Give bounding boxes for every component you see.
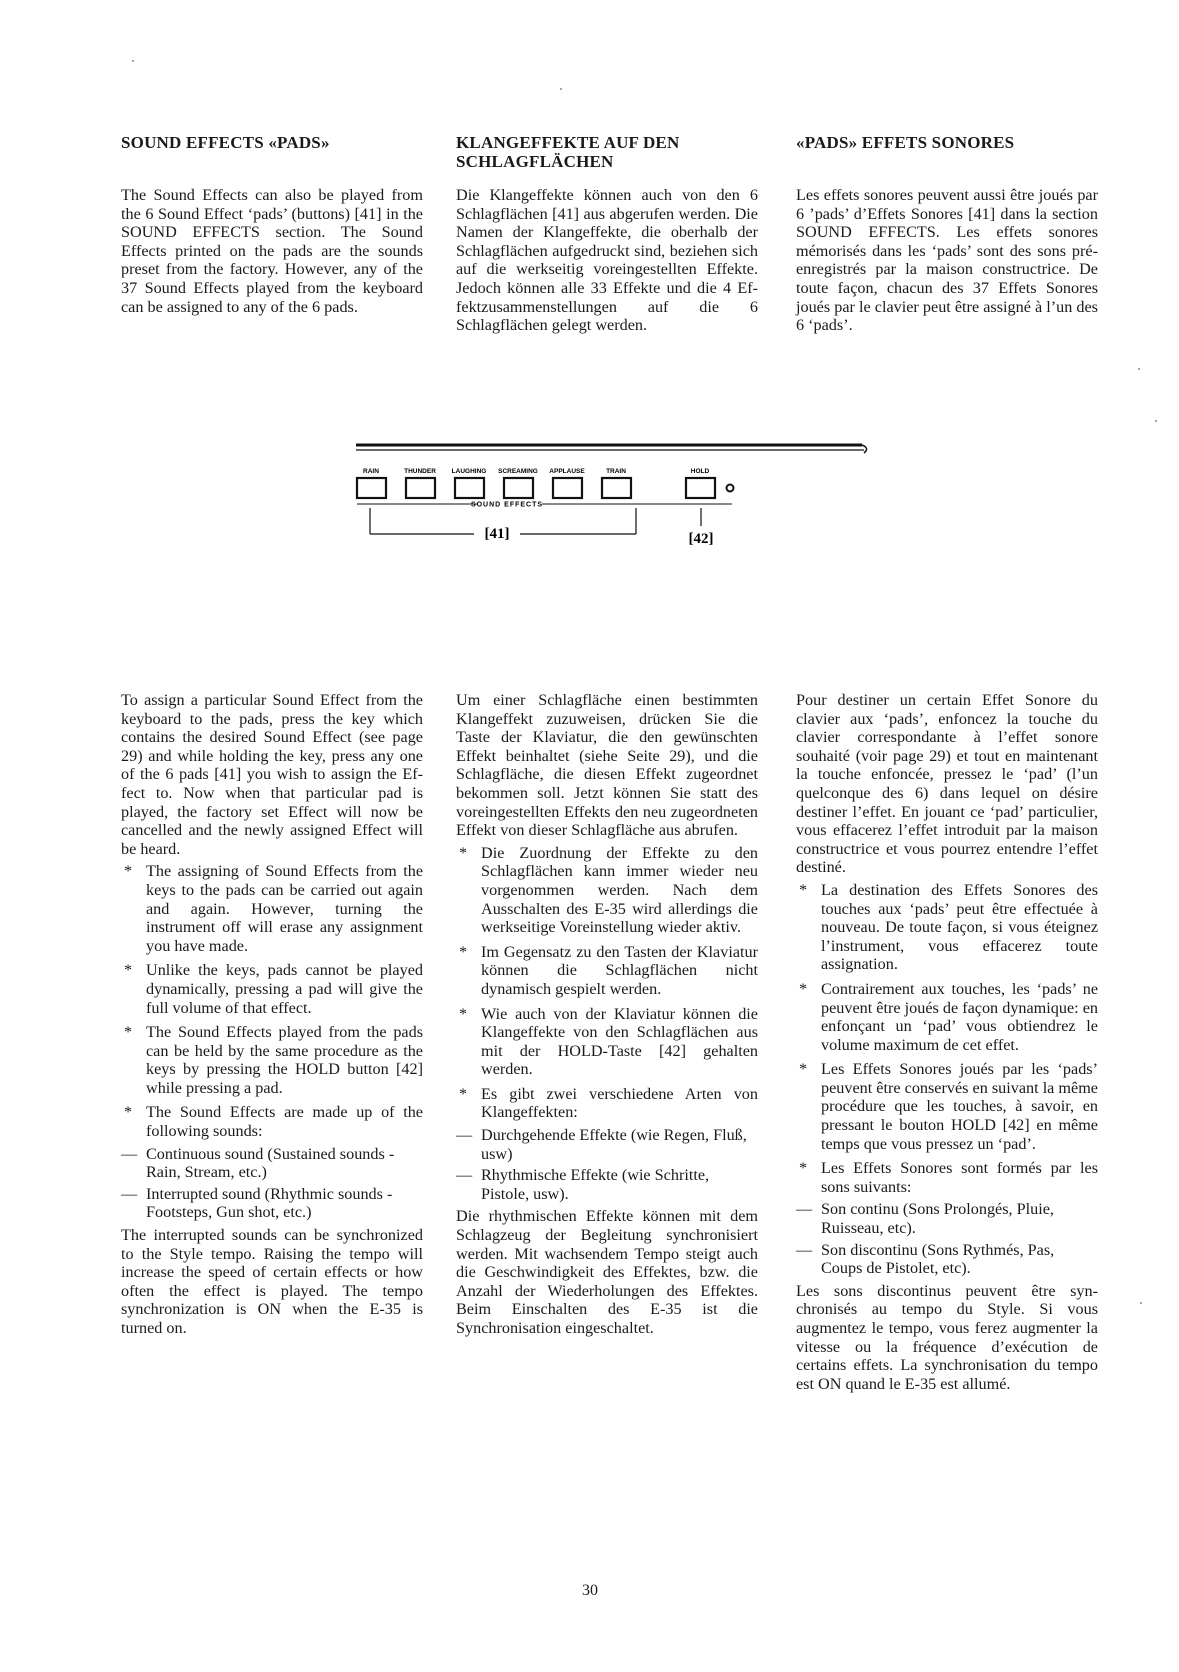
- page-number: 30: [582, 1582, 598, 1599]
- list-item: * La destination des Effets Sonores des touches aux ‘pads’ peut être effectuée à nouveau. De toute façon, si vous éteignez l’instrument, vous effacerez toute assignation.: [799, 880, 1098, 974]
- list-item: * Wie auch von der Klaviatur können die Klangeffekte von den Schlagflächen aus mit der HOLD-Taste [42] gehalten werden.: [459, 1004, 758, 1079]
- pad-label-hold: HOLD: [690, 468, 710, 475]
- list-item: * The assigning of Sound Effects from the keys to the pads can be carried out again and again. However, turning the instrument off will erase any assignment you have made.: [124, 862, 423, 955]
- scan-speck: [1138, 368, 1140, 370]
- sound-effect-pad[interactable]: [553, 478, 582, 498]
- list-item: — Interrupted sound (Rhythmic sounds - Footsteps, Gun shot, etc.): [121, 1184, 393, 1222]
- list-item: — Son continu (Sons Prolongés, Pluie, Ruisseau, etc).: [796, 1200, 1054, 1238]
- bullet-list-english: [121, 862, 423, 1140]
- list-item: * Die Zuordnung der Effekte zu den Schlagflächen kann immer wieder neu vorgenommen werden. Nach dem Ausschalten des E-35 wird allerdings die werkseitige Voreinstellung wieder aktiv.: [459, 843, 758, 937]
- pad-label-thunder: THUNDER: [404, 468, 436, 475]
- list-item: — Continuous sound (Sustained sounds - Rain, Stream, etc.): [121, 1144, 395, 1182]
- list-item: * The Sound Effects are made up of the following sounds:: [124, 1103, 423, 1141]
- closing-french: Les sons discontinus peuvent être synchronisés au tempo du Style. Si vous augmentez le tempo, vous ferez augmenter la vitesse ou la fréquence d’exécution de certains effets. La synchronisation du tempo est ON quand le E-35 est allumé.: [796, 1281, 1098, 1393]
- list-item: * Les Effets Sonores sont formés par les sons suivants:: [799, 1159, 1098, 1196]
- heading-german: KLANGEFFEKTE AUF DEN SCHLAGFLÄCHEN: [456, 133, 680, 171]
- column-french-bottom: [796, 691, 1098, 1393]
- list-item: — Durchgehende Effekte (wie Regen, Fluß, usw): [456, 1126, 747, 1163]
- intro-german: Die Klangeffekte können auch von den 6 Schlagflächen [41] aus abgerufen werden. Die Namen der Klangeffekte, die oberhalb der Schlagflächen aufgedruckt sind, beziehen sich auf die werkseitig voreingestellten Effekte. Jedoch können alle 33 Effekte und die 4 Effektzusammenstellungen auf die 6 Schlagflächen gelegt werden.: [456, 186, 758, 335]
- scan-speck: [560, 88, 562, 90]
- column-german-top: [456, 186, 758, 335]
- assign-english: To assign a particular Sound Effect from the keyboard to the pads, press the key which contains the desired Sound Effect (see page 29) and while holding the key, press any one of the 6 pads [41] you wish to assign the Effect to. Now when that particular pad is played, the factory set Effect will now be cancelled and the newly assigned Effect will be heard.: [121, 691, 423, 858]
- list-item: * Es gibt zwei verschiedene Arten von Klangeffekten:: [459, 1084, 758, 1122]
- sound-effect-pad[interactable]: [406, 478, 435, 498]
- pad-label-applause: APPLAUSE: [549, 468, 585, 475]
- heading-english: SOUND EFFECTS «PADS»: [121, 133, 330, 152]
- scan-speck: [132, 60, 134, 62]
- hold-button[interactable]: [686, 478, 715, 498]
- intro-english: The Sound Effects can also be played from the 6 Sound Effect ‘pads’ (buttons) [41] in the SOUND EFFECTS section. The Sound Effects printed on the pads are the sounds preset from the factory. However, any of the 37 Sound Effects played from the keyboard can be assigned to any of the 6 pads.: [121, 186, 423, 316]
- list-item: * The Sound Effects played from the pads can be held by the same procedure as the keys by pressing the HOLD button [42] while pressing a pad.: [124, 1023, 423, 1097]
- list-item: * Im Gegensatz zu den Tasten der Klaviatur können die Schlagflächen nicht dynamisch gespielt werden.: [459, 942, 758, 998]
- hold-indicator-led: [727, 485, 734, 492]
- dash-list-french: [796, 1200, 1098, 1277]
- pad-label-screaming: SCREAMING: [498, 468, 538, 475]
- column-french-top: [796, 186, 1098, 335]
- intro-french: Les effets sonores peuvent aussi être joués par 6 ’pads’ d’Effets Sonores [41] dans la section SOUND EFFECTS. Les effets sonores mémorisés dans les ‘pads’ sont des sons pré-enregistrés par la maison constructrice. De toute façon, chacun des 37 Effets Sonores joués par le clavier peut être assigné à l’un des 6 ‘pads’.: [796, 186, 1098, 335]
- section-label: SOUND EFFECTS: [470, 501, 544, 509]
- column-english-bottom: [121, 691, 423, 1338]
- assign-german: Um einer Schlagfläche einen bestimmten Klangeffekt zuzuweisen, drücken Sie die Taste der Klaviatur, die den gewünschten Effekt beinhaltet (siehe Seite 29), und die Schlagfläche, die diesen Effekt zugeordnet bekommen soll. Jetzt können Sie statt des voreingestellten Effekts den neu zugeordneten Effekt von dieser Schlagfläche aus abrufen.: [456, 691, 758, 840]
- pad-label-train: TRAIN: [606, 468, 626, 475]
- sound-effect-pad[interactable]: [504, 478, 533, 498]
- bullet-list-french: [796, 881, 1098, 1197]
- sound-effect-pad[interactable]: [602, 478, 631, 498]
- column-german-bottom: [456, 691, 758, 1338]
- bullet-list-german: [456, 844, 758, 1122]
- panel-rule-end: [862, 445, 867, 453]
- column-english-top: [121, 186, 423, 316]
- dash-list-english: [121, 1145, 423, 1222]
- sound-effects-panel-diagram: [352, 440, 872, 560]
- closing-german: Die rhythmischen Effekte können mit dem Schlagzeug der Begleitung synchronisiert werden. Mit wachsendem Tempo steigt auch die Geschwindigkeit des Effektes, bzw. die Anzahl der Wiederholungen des Effektes. Beim Einschalten des E-35 ist die Synchronisation eingeschaltet.: [456, 1207, 758, 1337]
- list-item: * Les Effets Sonores joués par les ‘pads’ peuvent être conservés en suivant la même procédure que les touches, à savoir, en pressant le bouton HOLD [42] en même temps que vous pressez un ‘pad’.: [799, 1060, 1098, 1153]
- pad-label-rain: RAIN: [363, 468, 379, 475]
- list-item: * Contrairement aux touches, les ‘pads’ ne peuvent être joués de façon dynamique: en enfonçant un ‘pad’ vous obtiendrez le volume maximum de cet effet.: [799, 979, 1098, 1054]
- ref-label-41: [41]: [484, 526, 510, 542]
- list-item: — Son discontinu (Sons Rythmés, Pas, Coups de Pistolet, etc).: [796, 1240, 1055, 1278]
- scan-speck: [1140, 1302, 1142, 1304]
- list-item: — Rhythmische Effekte (wie Schritte, Pistole, usw).: [456, 1166, 710, 1203]
- closing-english: The interrupted sounds can be synchronized to the Style tempo. Raising the tempo will increase the speed of certain effects or how often the effect is played. The tempo synchronization is ON when the E-35 is turned on.: [121, 1226, 423, 1337]
- sound-effect-pad[interactable]: [455, 478, 484, 498]
- scan-speck: [1155, 420, 1157, 422]
- assign-french: Pour destiner un certain Effet Sonore du clavier aux ‘pads’, enfoncez la touche du clavier correspondante à l’effet sonore souhaité (voir page 29) et tout en maintenant la touche enfoncée, pressez le ‘pad’ (l’un quelconque des 6) dans lequel on désire destiner l’effet. En jouant ce ‘pad’ particulier, vous effacerez l’effet introduit par la maison constructrice et vous pourrez entendre l’effet destiné.: [796, 691, 1098, 877]
- dash-list-german: [456, 1126, 758, 1203]
- pad-label-laughing: LAUGHING: [451, 468, 487, 475]
- sound-effect-pad[interactable]: [357, 478, 386, 498]
- list-item: * Unlike the keys, pads cannot be played dynamically, pressing a pad will give the full volume of that effect.: [124, 961, 423, 1017]
- ref-label-42: [42]: [688, 531, 714, 547]
- heading-french: «PADS» EFFETS SONORES: [796, 133, 1015, 152]
